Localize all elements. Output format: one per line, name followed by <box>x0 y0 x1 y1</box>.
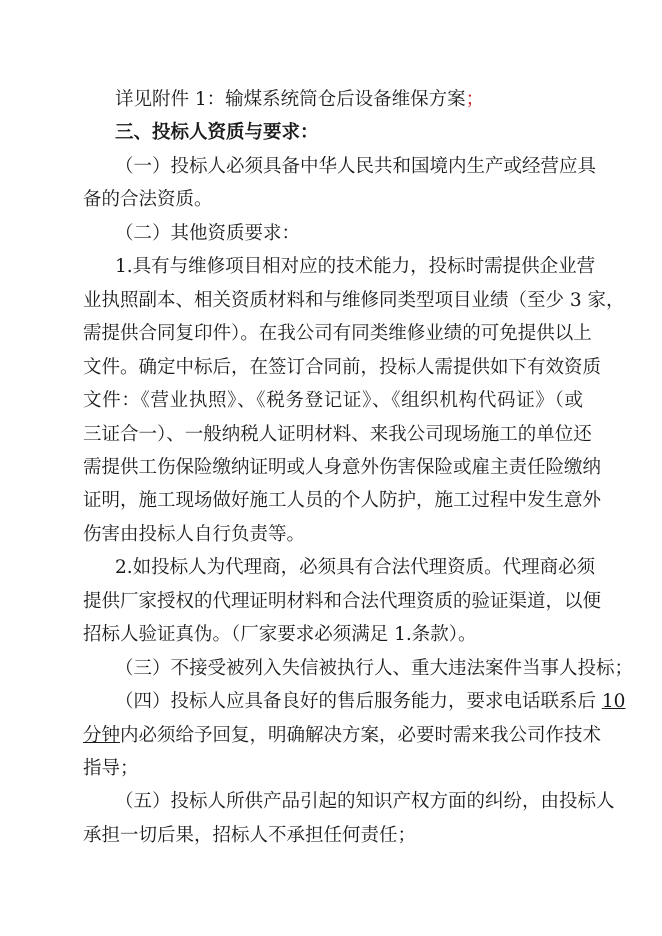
text-segment: 提供厂家授权的代理证明材料和合法代理资质的验证渠道，以便 <box>83 590 602 612</box>
text-line <box>83 453 602 483</box>
text-line <box>83 520 583 550</box>
text-segment: 详见附件 1：输煤系统筒仓后设备维保方案 <box>115 89 466 110</box>
text-segment: 备的合法资质。 <box>83 189 213 211</box>
text-line <box>115 654 634 684</box>
text-segment: 承担一切后果，招标人不承担任何责任； <box>83 824 417 846</box>
text-segment: （五）投标人所供产品引起的知识产权方面的纠纷，由投标人 <box>115 791 615 813</box>
text-segment: 文件：《营业执照》、《税务登记证》、《组织机构代码证》（或 <box>83 390 583 412</box>
text-line <box>115 85 583 115</box>
section-heading <box>115 118 583 148</box>
text-segment: 三、投标人资质与要求： <box>115 122 319 144</box>
text-line <box>115 687 626 717</box>
text-segment: 需提供工伤保险缴纳证明或人身意外伤害保险或雇主责任险缴纳 <box>83 456 602 478</box>
text-line <box>83 185 583 215</box>
text-line <box>83 319 592 349</box>
text-line <box>83 620 583 650</box>
highlighted-punctuation: ； <box>465 89 485 110</box>
text-line <box>115 553 596 583</box>
text-line <box>83 587 602 617</box>
text-line <box>115 152 597 182</box>
text-segment: （四）投标人应具备良好的售后服务能力，要求电话联系后 <box>115 691 602 713</box>
text-segment: （二）其他资质要求： <box>115 222 301 244</box>
text-segment: 证明，施工现场做好施工人员的个人防护，施工过程中发生意外 <box>83 490 602 512</box>
text-segment: 2.如投标人为代理商，必须具有合法代理资质。代理商必须 <box>115 557 596 579</box>
text-line <box>83 821 583 851</box>
text-line <box>83 386 583 416</box>
text-line <box>83 486 602 516</box>
underlined-text: 10 <box>601 691 626 713</box>
text-line <box>83 420 592 450</box>
text-segment: 1.具有与维修项目相对应的技术能力，投标时需提供企业营 <box>115 256 596 278</box>
text-line <box>115 787 615 817</box>
text-line <box>83 754 583 784</box>
text-segment: 文件。确定中标后，在签订合同前，投标人需提供如下有效资质 <box>83 356 602 378</box>
text-line <box>115 252 596 282</box>
text-line <box>83 721 602 751</box>
text-segment: 需提供合同复印件）。在我公司有同类维修业绩的可免提供以上 <box>83 323 592 345</box>
underlined-text: 分钟 <box>83 724 121 746</box>
text-line <box>83 353 602 383</box>
text-line <box>115 219 583 249</box>
text-line <box>83 286 625 316</box>
text-segment: 招标人验证真伪。（厂家要求必须满足 1.条款）。 <box>83 624 477 646</box>
text-segment: 内必须给予回复，明确解决方案，必要时需来我公司作技术 <box>120 724 602 746</box>
text-segment: 业执照副本、相关资质材料和与维修同类型项目业绩（至少 3 家， <box>83 289 625 311</box>
text-segment: 指导； <box>83 758 139 779</box>
text-segment: （一）投标人必须具备中华人民共和国境内生产或经营应具 <box>115 155 597 177</box>
text-segment: 伤害由投标人自行负责等。 <box>83 523 306 545</box>
text-segment: （三）不接受被列入失信被执行人、重大违法案件当事人投标； <box>115 657 634 679</box>
text-segment: 三证合一）、一般纳税人证明材料、来我公司现场施工的单位还 <box>83 423 592 445</box>
